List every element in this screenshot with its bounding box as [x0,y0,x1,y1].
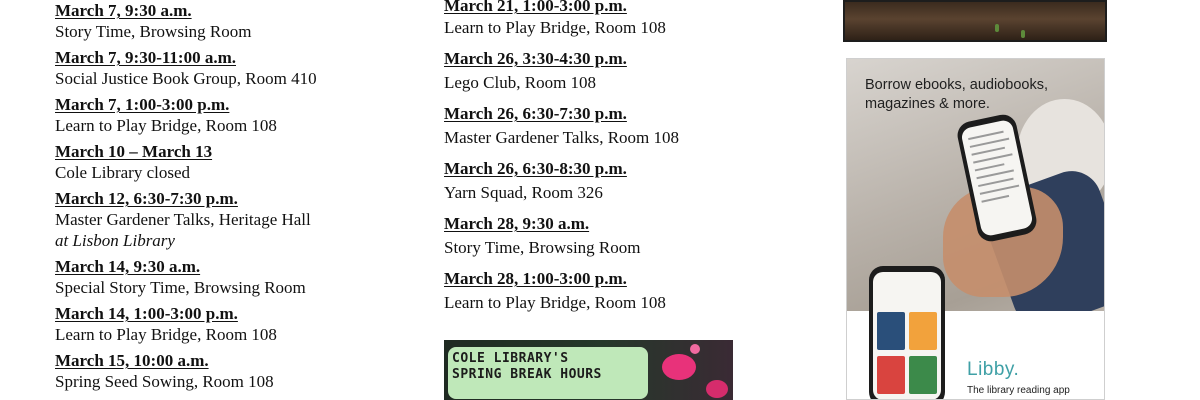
event-date: March 12, 6:30-7:30 p.m. [55,189,238,208]
flower-icon [662,354,696,380]
event-date: March 26, 6:30-7:30 p.m. [444,104,627,123]
event-description: Yarn Squad, Room 326 [444,183,603,202]
sprout-icon [1021,30,1025,38]
book-cover-icon [877,312,905,350]
event-date: March 10 – March 13 [55,142,213,161]
event-description: Spring Seed Sowing, Room 108 [55,372,274,391]
event-date: March 28, 1:00-3:00 p.m. [444,269,627,288]
event-description: Learn to Play Bridge, Room 108 [55,325,277,344]
event-date: March 26, 6:30-8:30 p.m. [444,159,627,178]
banner-title-line-2: SPRING BREAK HOURS [452,367,602,382]
event-date: March 7, 9:30-11:00 a.m. [55,48,236,67]
phone-library-icon [869,266,945,400]
flower-icon [706,380,728,398]
book-cover-icon [909,356,937,394]
event-description: Lego Club, Room 108 [444,73,597,92]
event-date: March 7, 1:00-3:00 p.m. [55,95,230,114]
flower-bud-icon [690,344,700,354]
event-description: Learn to Play Bridge, Room 108 [55,116,277,135]
event-date: March 26, 3:30-4:30 p.m. [444,49,627,68]
event-description: Story Time, Browsing Room [55,22,252,41]
book-cover-icon [877,356,905,394]
libby-logo: Libby. [967,359,1020,380]
event-description: Learn to Play Bridge, Room 108 [444,293,666,312]
event-description: Story Time, Browsing Room [444,238,641,257]
event-date: March 21, 1:00-3:00 p.m. [444,0,627,15]
event-location-note: at Lisbon Library [55,231,175,250]
libby-advertisement [846,58,1105,400]
event-description: Cole Library closed [55,163,191,182]
event-description: Master Gardener Talks, Heritage Hall [55,210,311,229]
book-cover-icon [909,312,937,350]
libby-subtitle: The library reading app [967,385,1070,396]
event-description: Special Story Time, Browsing Room [55,278,306,297]
event-date: March 15, 10:00 a.m. [55,351,209,370]
spring-break-banner [444,340,733,400]
event-description: Social Justice Book Group, Room 410 [55,69,317,88]
banner-title-line-1: COLE LIBRARY'S [452,351,569,366]
event-description: Master Gardener Talks, Room 108 [444,128,680,147]
soil-photo [843,0,1107,42]
event-date: March 14, 9:30 a.m. [55,257,201,276]
libby-tagline: Borrow ebooks, audiobooks, magazines & more. [865,77,1048,112]
event-date: March 7, 9:30 a.m. [55,1,192,20]
event-date: March 28, 9:30 a.m. [444,214,590,233]
event-description: Learn to Play Bridge, Room 108 [444,18,666,37]
event-date: March 14, 1:00-3:00 p.m. [55,304,238,323]
sprout-icon [995,24,999,32]
